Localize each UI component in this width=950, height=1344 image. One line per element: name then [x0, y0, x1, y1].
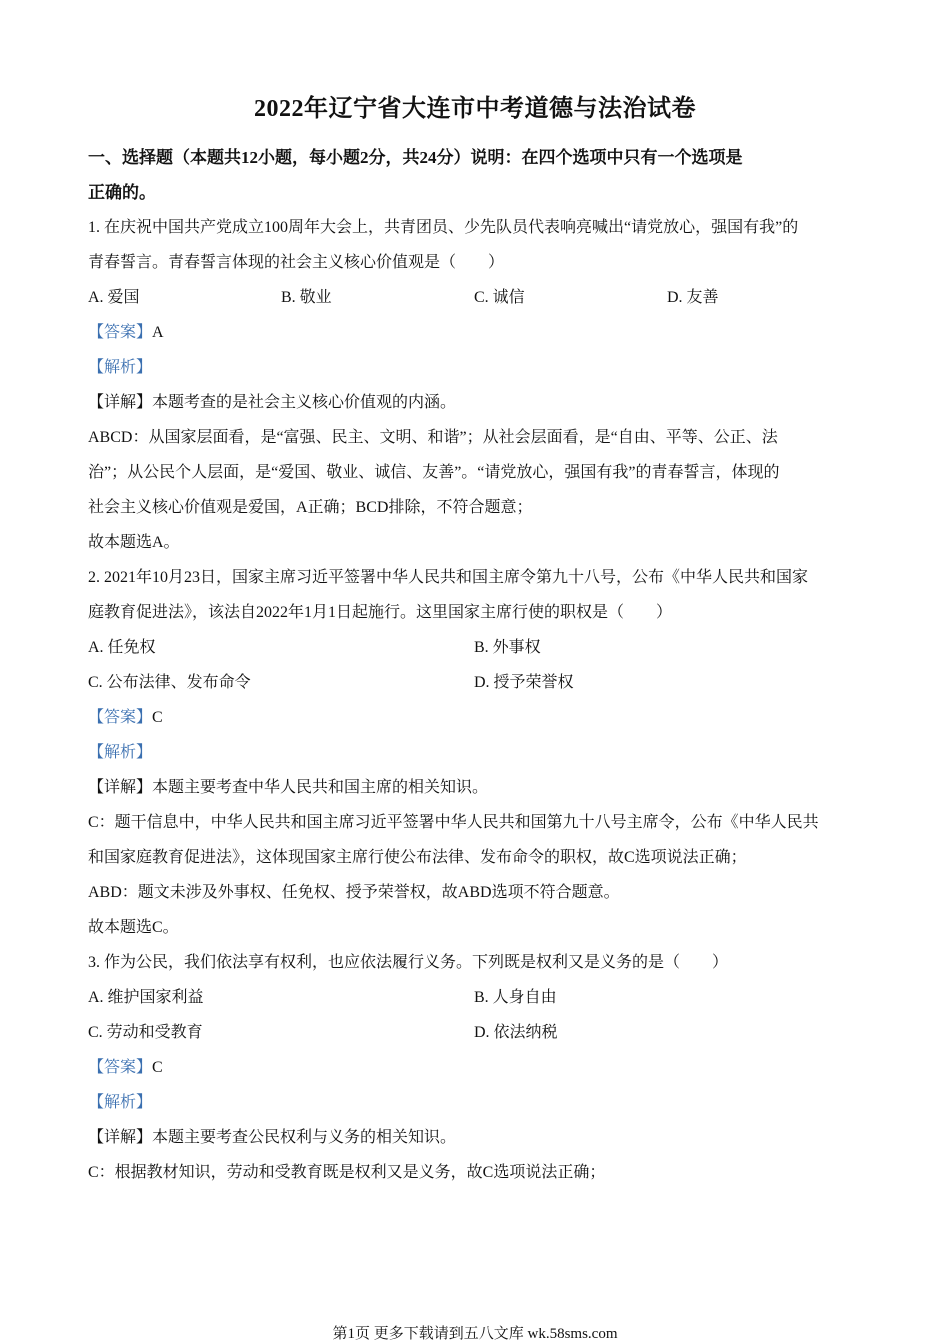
page-footer: 第1页 更多下载请到五八文库 wk.58sms.com — [332, 1326, 618, 1342]
detail-tag: 【详解】 — [88, 779, 153, 796]
detail-line — [88, 385, 860, 420]
detail-tag: 【详解】 — [88, 394, 153, 411]
conclusion-line: 故本题选A。 — [88, 534, 180, 551]
analysis-line — [88, 735, 860, 770]
detail-text: 本题考查的是社会主义核心价值观的内涵。 — [152, 394, 457, 411]
detail-text: 本题主要考查中华人民共和国主席的相关知识。 — [152, 779, 489, 796]
analysis-tag: 【解析】 — [88, 359, 153, 376]
explanation-line: ABD：题文未涉及外事权、任免权、授予荣誉权，故ABD选项不符合题意。 — [88, 884, 620, 901]
option-d: D. 友善 — [667, 289, 719, 306]
option-a: A. 维护国家利益 — [88, 989, 204, 1006]
question-1-stem-cont: 青春誓言。青春誓言体现的社会主义核心价值观是（ ） — [88, 254, 505, 271]
explanation-line: 和国家庭教育促进法》，这体现国家主席行使公布法律、发布命令的职权，故C选项说法正确； — [88, 849, 747, 866]
detail-tag: 【详解】 — [88, 1129, 153, 1146]
section-heading-cont: 正确的。 — [88, 183, 156, 202]
document-body — [88, 140, 860, 1190]
explanation-line: 治”；从公民个人层面，是“爱国、敬业、诚信、友善”。“请党放心，强国有我”的青春誓言，体现的 — [88, 464, 780, 481]
option-d: D. 依法纳税 — [474, 1024, 558, 1041]
option-a: A. 任免权 — [88, 639, 156, 656]
explanation-line: ABCD：从国家层面看，是“富强、民主、文明、和谐”；从社会层面看，是“自由、平等、公正、法 — [88, 429, 778, 446]
question-1-stem: 1. 在庆祝中国共产党成立100周年大会上，共青团员、少先队员代表响亮喊出“请党放心，强国有我”的 — [88, 219, 799, 236]
explanation-line: 社会主义核心价值观是爱国，A正确；BCD排除，不符合题意； — [88, 499, 533, 516]
question-3-options-row-2 — [88, 1015, 860, 1050]
analysis-tag: 【解析】 — [88, 1094, 153, 1111]
question-2 — [88, 560, 860, 945]
answer-line — [88, 315, 860, 350]
question-1-options — [88, 280, 860, 315]
question-3 — [88, 945, 860, 1190]
analysis-tag: 【解析】 — [88, 744, 153, 761]
option-c: C. 公布法律、发布命令 — [88, 674, 251, 691]
option-c: C. 劳动和受教育 — [88, 1024, 203, 1041]
question-2-options-row-2 — [88, 665, 860, 700]
answer-tag: 【答案】 — [88, 324, 153, 341]
answer-value: C — [152, 1059, 163, 1076]
analysis-line — [88, 1085, 860, 1120]
question-2-options-row-1 — [88, 630, 860, 665]
question-3-stem: 3. 作为公民，我们依法享有权利，也应依法履行义务。下列既是权利又是义务的是（ ） — [88, 954, 729, 971]
answer-value: C — [152, 709, 163, 726]
question-2-stem: 2. 2021年10月23日，国家主席习近平签署中华人民共和国主席令第九十八号，公布《中华人民共和国家 — [88, 569, 809, 586]
option-a: A. 爱国 — [88, 289, 140, 306]
detail-line — [88, 1120, 860, 1155]
option-b: B. 人身自由 — [474, 989, 557, 1006]
conclusion-line: 故本题选C。 — [88, 919, 179, 936]
answer-value: A — [152, 324, 164, 341]
answer-tag: 【答案】 — [88, 1059, 153, 1076]
answer-tag: 【答案】 — [88, 709, 153, 726]
option-c: C. 诚信 — [474, 289, 525, 306]
option-b: B. 外事权 — [474, 639, 541, 656]
detail-line — [88, 770, 860, 805]
detail-text: 本题主要考查公民权利与义务的相关知识。 — [152, 1129, 457, 1146]
explanation-line: C：题干信息中，中华人民共和国主席习近平签署中华人民共和国第九十八号主席令，公布《中华人民共 — [88, 814, 819, 831]
option-d: D. 授予荣誉权 — [474, 674, 574, 691]
answer-line — [88, 700, 860, 735]
option-b: B. 敬业 — [281, 289, 332, 306]
answer-line — [88, 1050, 860, 1085]
question-1 — [88, 210, 860, 560]
section-heading: 一、选择题（本题共12小题，每小题2分，共24分）说明：在四个选项中只有一个选项是 — [88, 148, 743, 167]
explanation-line: C：根据教材知识，劳动和受教育既是权利又是义务，故C选项说法正确； — [88, 1164, 606, 1181]
analysis-line — [88, 350, 860, 385]
question-3-options-row-1 — [88, 980, 860, 1015]
page-title: 2022年辽宁省大连市中考道德与法治试卷 — [254, 96, 696, 122]
question-2-stem-cont: 庭教育促进法》，该法自2022年1月1日起施行。这里国家主席行使的职权是（ ） — [88, 604, 673, 621]
